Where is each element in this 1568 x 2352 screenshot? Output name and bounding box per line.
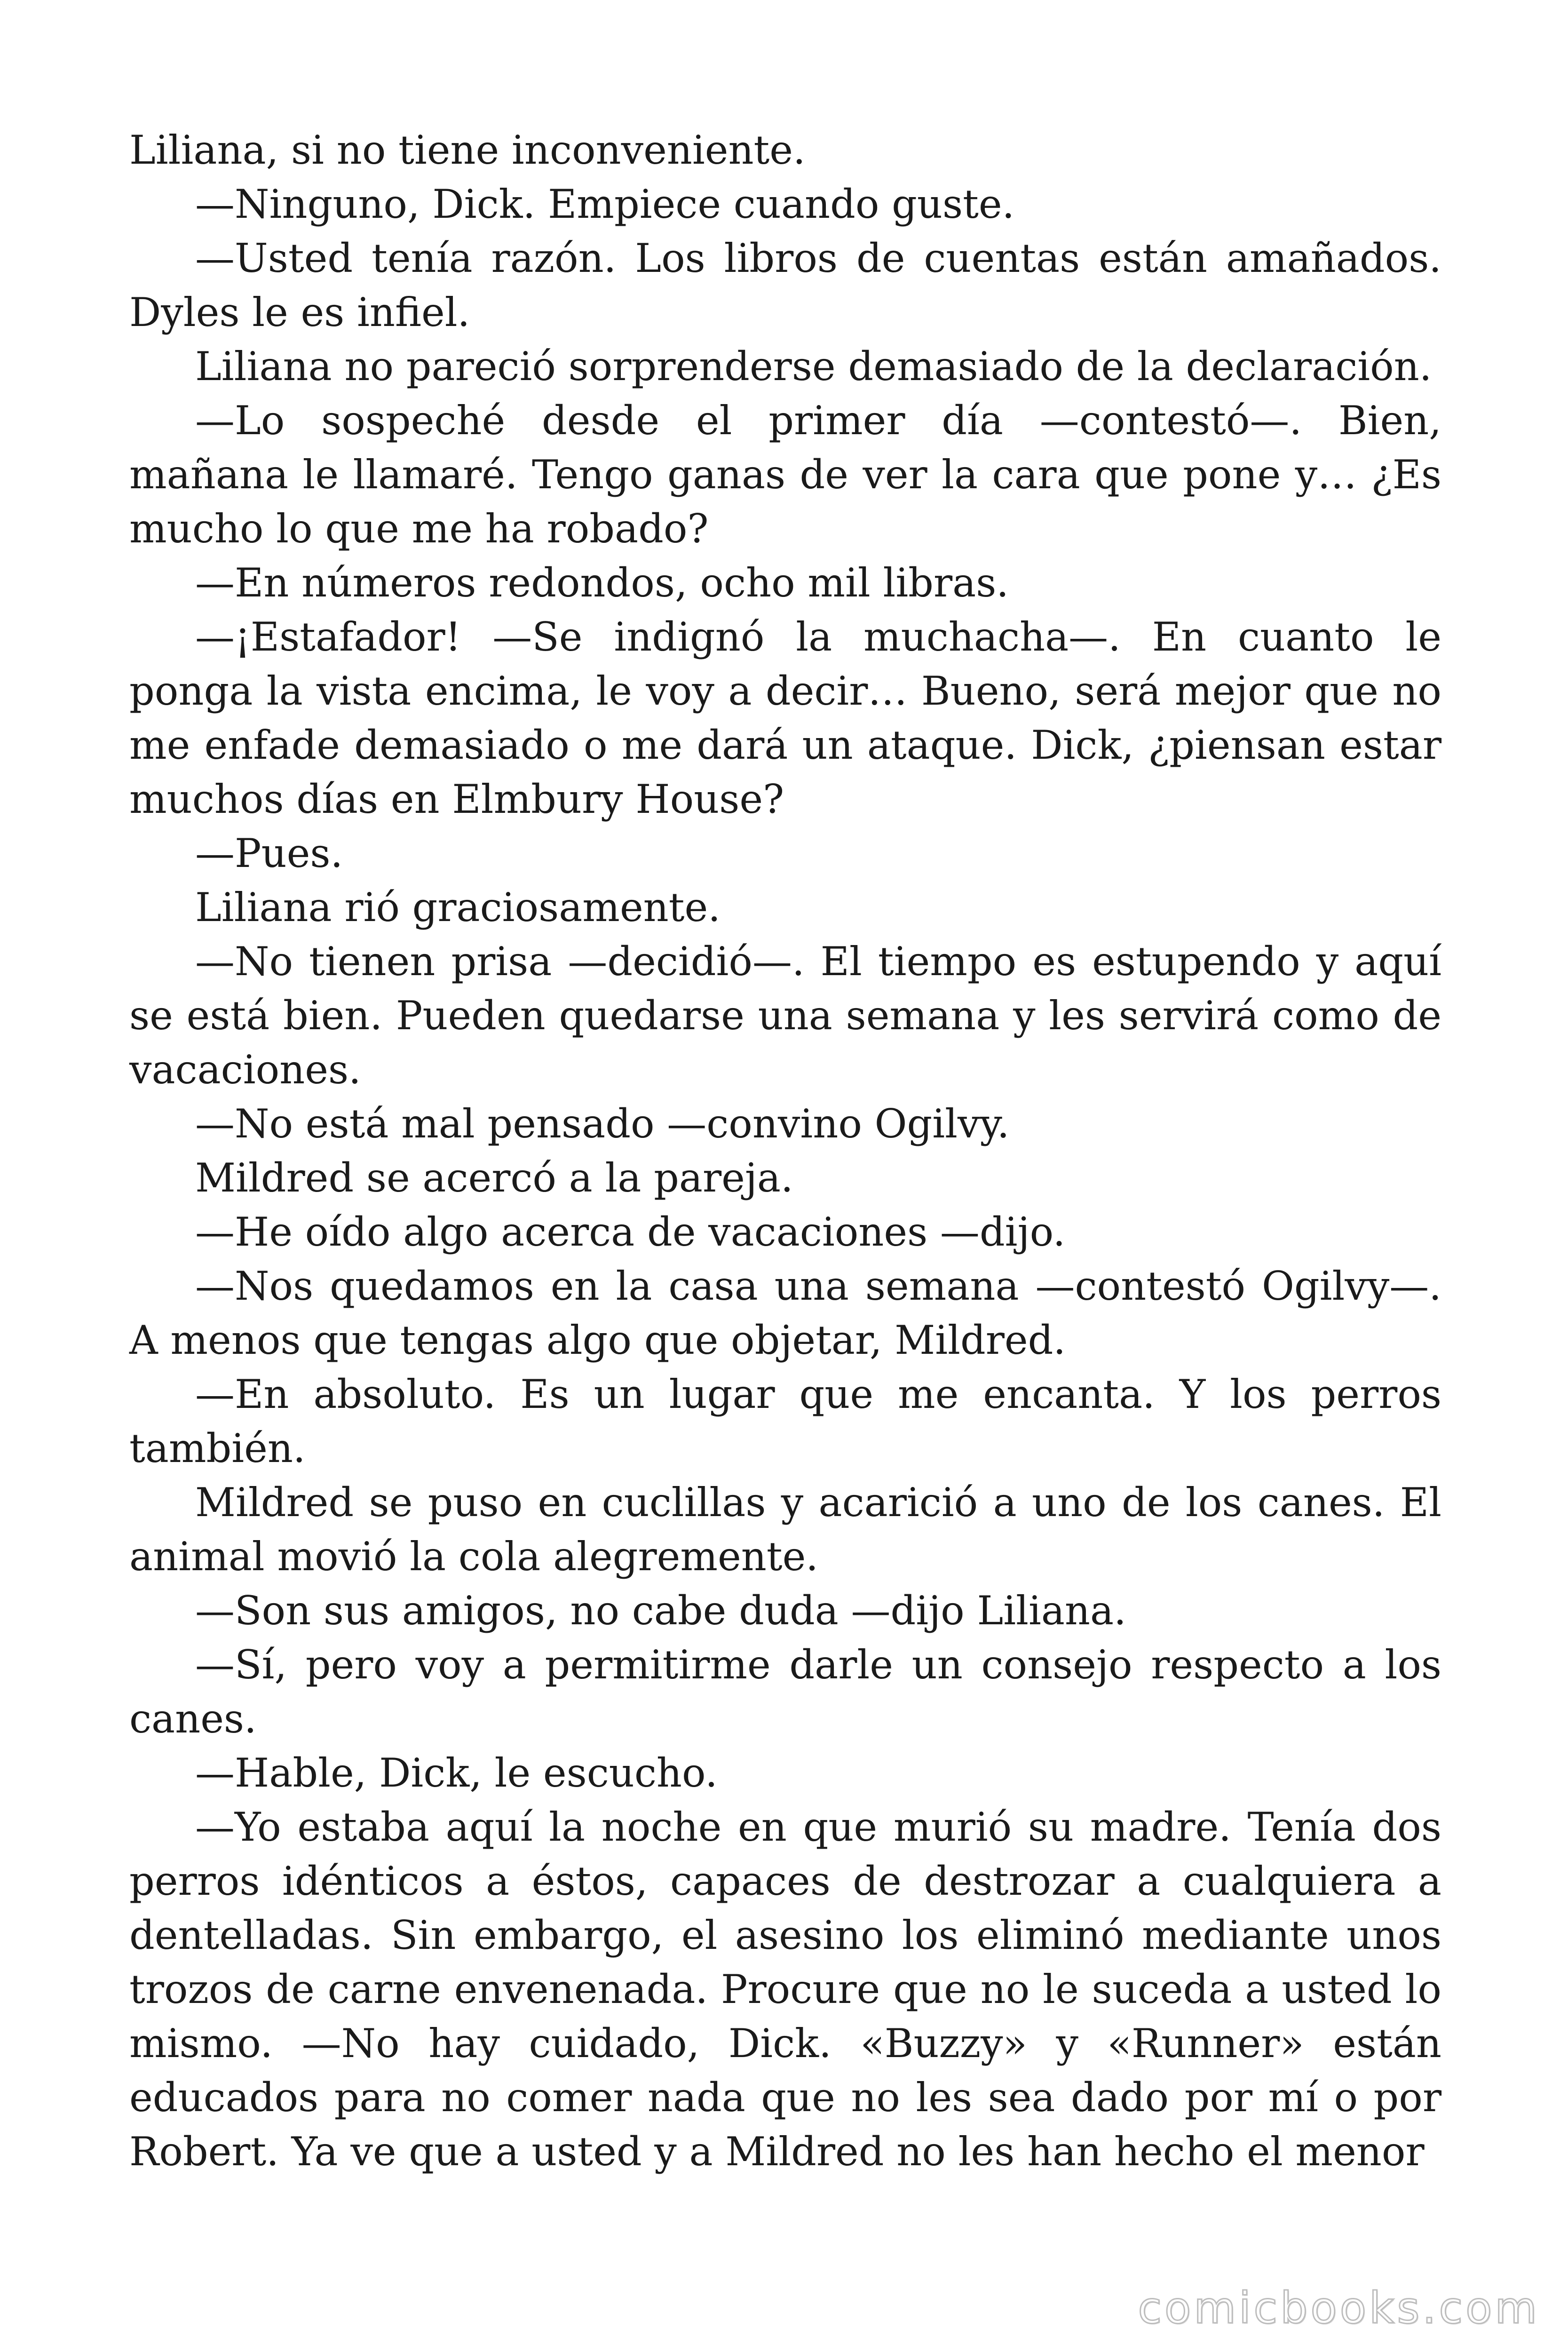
watermark: comicbooks.com [1138, 2283, 1540, 2333]
paragraph-15: —En absoluto. Es un lugar que me encanta. Y los perros también. [129, 1371, 1441, 1471]
paragraph-8: —Pues. [195, 830, 343, 876]
paragraph-2: —Ninguno, Dick. Empiece cuando guste. [195, 181, 1015, 227]
paragraph-20: —Yo estaba aquí la noche en que murió su madre. Tenía dos perros idénticos a éstos, capaces de destrozar a cualquiera a dentelladas. Sin embargo, el asesino los eliminó mediante unos trozos de carne envenenada. Procure que no le suceda a usted lo mismo. —No hay cuidado, Dick. «Buzzy» y «Runner» están educados para no comer nada que no les sea dado por mí o por Robert. Ya ve que a usted y a Mildred no les han hecho el menor [129, 1804, 1441, 2175]
paragraph-10: —No tienen prisa —decidió—. El tiempo es estupendo y aquí se está bien. Pueden quedarse una semana y les servirá como de vacaciones. [129, 938, 1441, 1093]
paragraph-18: —Sí, pero voy a permitirme darle un consejo respecto a los canes. [129, 1642, 1441, 1742]
paragraph-1: Liliana, si no tiene inconveniente. [129, 127, 806, 173]
paragraph-12: Mildred se acercó a la pareja. [195, 1155, 793, 1201]
paragraph-11: —No está mal pensado —convino Ogilvy. [195, 1101, 1010, 1147]
paragraph-4: Liliana no pareció sorprenderse demasiado de la declaración. [195, 343, 1432, 389]
paragraph-14: —Nos quedamos en la casa una semana —contestó Ogilvy—. A menos que tengas algo que objetar, Mildred. [129, 1263, 1441, 1363]
paragraph-7: —¡Estafador! —Se indignó la muchacha—. En cuanto le ponga la vista encima, le voy a decir… Bueno, será mejor que no me enfade demasiado o me dará un ataque. Dick, ¿piensan estar muchos días en Elmbury House? [129, 614, 1441, 822]
paragraph-9: Liliana rió graciosamente. [195, 884, 721, 930]
paragraph-17: —Son sus amigos, no cabe duda —dijo Liliana. [195, 1588, 1126, 1634]
paragraph-3: —Usted tenía razón. Los libros de cuentas están amañados. Dyles le es infiel. [129, 235, 1441, 335]
paragraph-19: —Hable, Dick, le escucho. [195, 1750, 718, 1796]
page-text [129, 123, 1441, 2179]
paragraph-6: —En números redondos, ocho mil libras. [195, 560, 1009, 606]
paragraph-13: —He oído algo acerca de vacaciones —dijo. [195, 1209, 1066, 1255]
paragraph-5: —Lo sospeché desde el primer día —contestó—. Bien, mañana le llamaré. Tengo ganas de ver la cara que pone y… ¿Es mucho lo que me ha robado? [129, 397, 1441, 552]
paragraph-16: Mildred se puso en cuclillas y acarició a uno de los canes. El animal movió la cola alegremente. [129, 1479, 1441, 1580]
